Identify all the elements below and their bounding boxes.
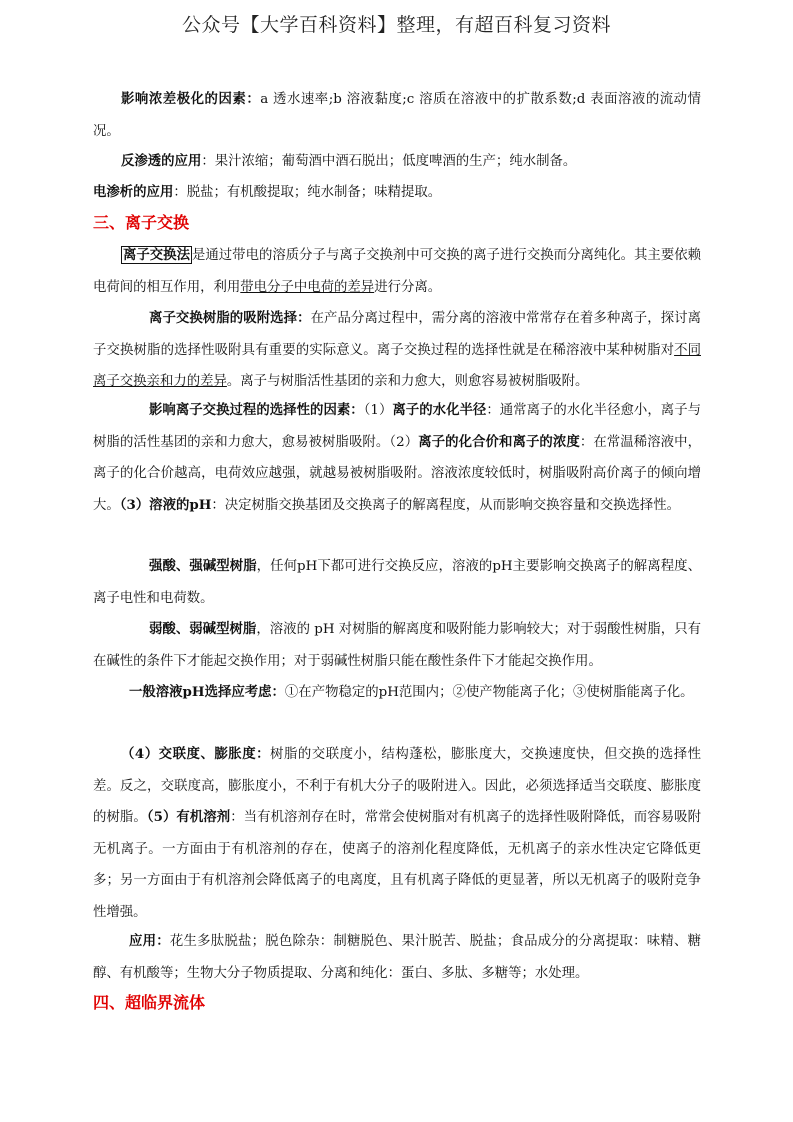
paragraph-text: a 透水速率;b 溶液黏度;c 溶质在溶液中的扩散系数;d 表面溶液的流动情况。 bbox=[93, 92, 702, 139]
term-label: 影响浓差极化的因素： bbox=[121, 91, 261, 107]
section-heading-ion-exchange: 三、离子交换 bbox=[93, 213, 190, 232]
paragraph-text: ①在产物稳定的pH范围内；②使产物能离子化；③使树脂能离子化。 bbox=[284, 685, 694, 700]
document-header: 公众号【大学百科资料】整理，有超百科复习资料 bbox=[181, 14, 611, 36]
paragraph-text: （1） bbox=[363, 403, 393, 418]
paragraph-selectivity-factors bbox=[93, 395, 701, 521]
paragraph-ph-selection bbox=[93, 677, 701, 709]
paragraph-text: 进行分离。 bbox=[374, 279, 442, 295]
paragraph-text: ：脱盐；有机酸提取；纯水制备；味精提取。 bbox=[173, 185, 442, 200]
paragraph-text: 花生多肽脱盐；脱色除杂：制糖脱色、果汁脱苦、脱盐；食品成分的分离提取：味精、糖醇、有机酸等；生物大分子物质提取、分离和纯化：蛋白、多肽、多糖等；水处理。 bbox=[93, 934, 701, 981]
paragraph-ion-exchange-definition bbox=[93, 240, 701, 303]
term-label: （4）交联度、膨胀度： bbox=[121, 746, 271, 762]
factor-label: （3）溶液的pH bbox=[119, 496, 212, 513]
term-label: 离子交换树脂的吸附选择： bbox=[149, 310, 311, 326]
underlined-phrase: 带电分子中电荷的差异 bbox=[240, 279, 375, 295]
paragraph-text: 在产品分离过程中，需分离的溶液中常常存在着多种离子，探讨离子交换树脂的选择性吸附具有重要的实际意义。离子交换过程的选择性就是在稀溶液中某种树脂对 bbox=[93, 311, 702, 358]
factor-label: 离子的水化半径 bbox=[392, 402, 487, 418]
section-heading-supercritical-fluid: 四、超临界流体 bbox=[93, 993, 206, 1012]
factor-label: 离子的化合价和离子的浓度 bbox=[418, 433, 580, 450]
boxed-term: 离子交换法 bbox=[123, 247, 190, 263]
paragraph-text: ：通常离子的水化半径愈小，离子与树脂的活性基团的亲和力愈大，愈易被树脂吸附。（2） bbox=[93, 403, 701, 450]
paragraph-text: ：决定树脂交换基团及交换离子的解离程度，从而影响交换容量和交换选择性。 bbox=[211, 497, 681, 513]
paragraph-applications bbox=[93, 926, 701, 989]
paragraph-text: 。离子与树脂活性基团的亲和力愈大，则愈容易被树脂吸附。 bbox=[226, 374, 589, 389]
paragraph-text: ：果汁浓缩；葡萄酒中酒石脱出；低度啤酒的生产；纯水制备。 bbox=[201, 154, 577, 169]
paragraph-text: 是通过带电的溶质分子与离子交换剂中可交换的离子进行交换而分离纯化。其主要依赖电荷间的相互作用，利用 bbox=[93, 248, 702, 295]
paragraph-text: ：在常温稀溶液中，离子的化合价越高，电荷效应越强，就越易被树脂吸附。溶液浓度较低时，树脂吸附高价离子的倾向增大。 bbox=[93, 434, 702, 513]
paragraph-text: 树脂的交联度小，结构蓬松，膨胀度大，交换速度快，但交换的选择性差。反之，交联度高，膨胀度小，不利于有机大分子的吸附进入。因此，必须选择适当交联度、膨胀度的树脂。 bbox=[93, 747, 701, 825]
term-label: 应用： bbox=[129, 933, 170, 949]
term-label: 反渗透的应用 bbox=[121, 153, 202, 169]
paragraph-concentration-polarization bbox=[93, 84, 701, 147]
paragraph-text: ：当有机溶剂存在时，常常会使树脂对有机离子的选择性吸附降低，而容易吸附无机离子。一方面由于有机溶剂的存在，使离子的溶剂化程度降低，无机离子的亲水性决定它降低更多；另一方面由于有机溶剂会降低离子的电离度，且有机离子降低的更显著，所以无机离子的吸附竞争性增强。 bbox=[93, 810, 702, 920]
term-label: （5）有机溶剂 bbox=[146, 809, 231, 825]
term-label: 一般溶液pH选择应考虑： bbox=[129, 684, 285, 700]
paragraph-weak-resin bbox=[93, 614, 701, 677]
term-label: 影响离子交换过程的选择性的因素： bbox=[149, 402, 364, 418]
paragraph-reverse-osmosis bbox=[93, 146, 701, 178]
paragraph-crosslinking bbox=[93, 739, 701, 928]
paragraph-strong-resin bbox=[93, 551, 701, 614]
term-label: 电渗析的应用 bbox=[93, 184, 174, 200]
paragraph-text: ，任何pH下都可进行交换反应，溶液的pH主要影响交换离子的解离程度、离子电性和电荷数。 bbox=[93, 559, 701, 606]
paragraph-adsorption-selection bbox=[93, 303, 701, 398]
term-label: 弱酸、弱碱型树脂 bbox=[149, 621, 257, 637]
paragraph-text: ，溶液的 pH 对树脂的解离度和吸附能力影响较大；对于弱酸性树脂，只有在碱性的条件下才能起交换作用；对于弱碱性树脂只能在酸性条件下才能起交换作用。 bbox=[93, 622, 701, 669]
underlined-phrase: 不同离子交换亲和力的差异 bbox=[93, 342, 701, 389]
term-label: 强酸、强碱型树脂 bbox=[149, 558, 257, 574]
paragraph-electrodialysis bbox=[93, 177, 701, 209]
